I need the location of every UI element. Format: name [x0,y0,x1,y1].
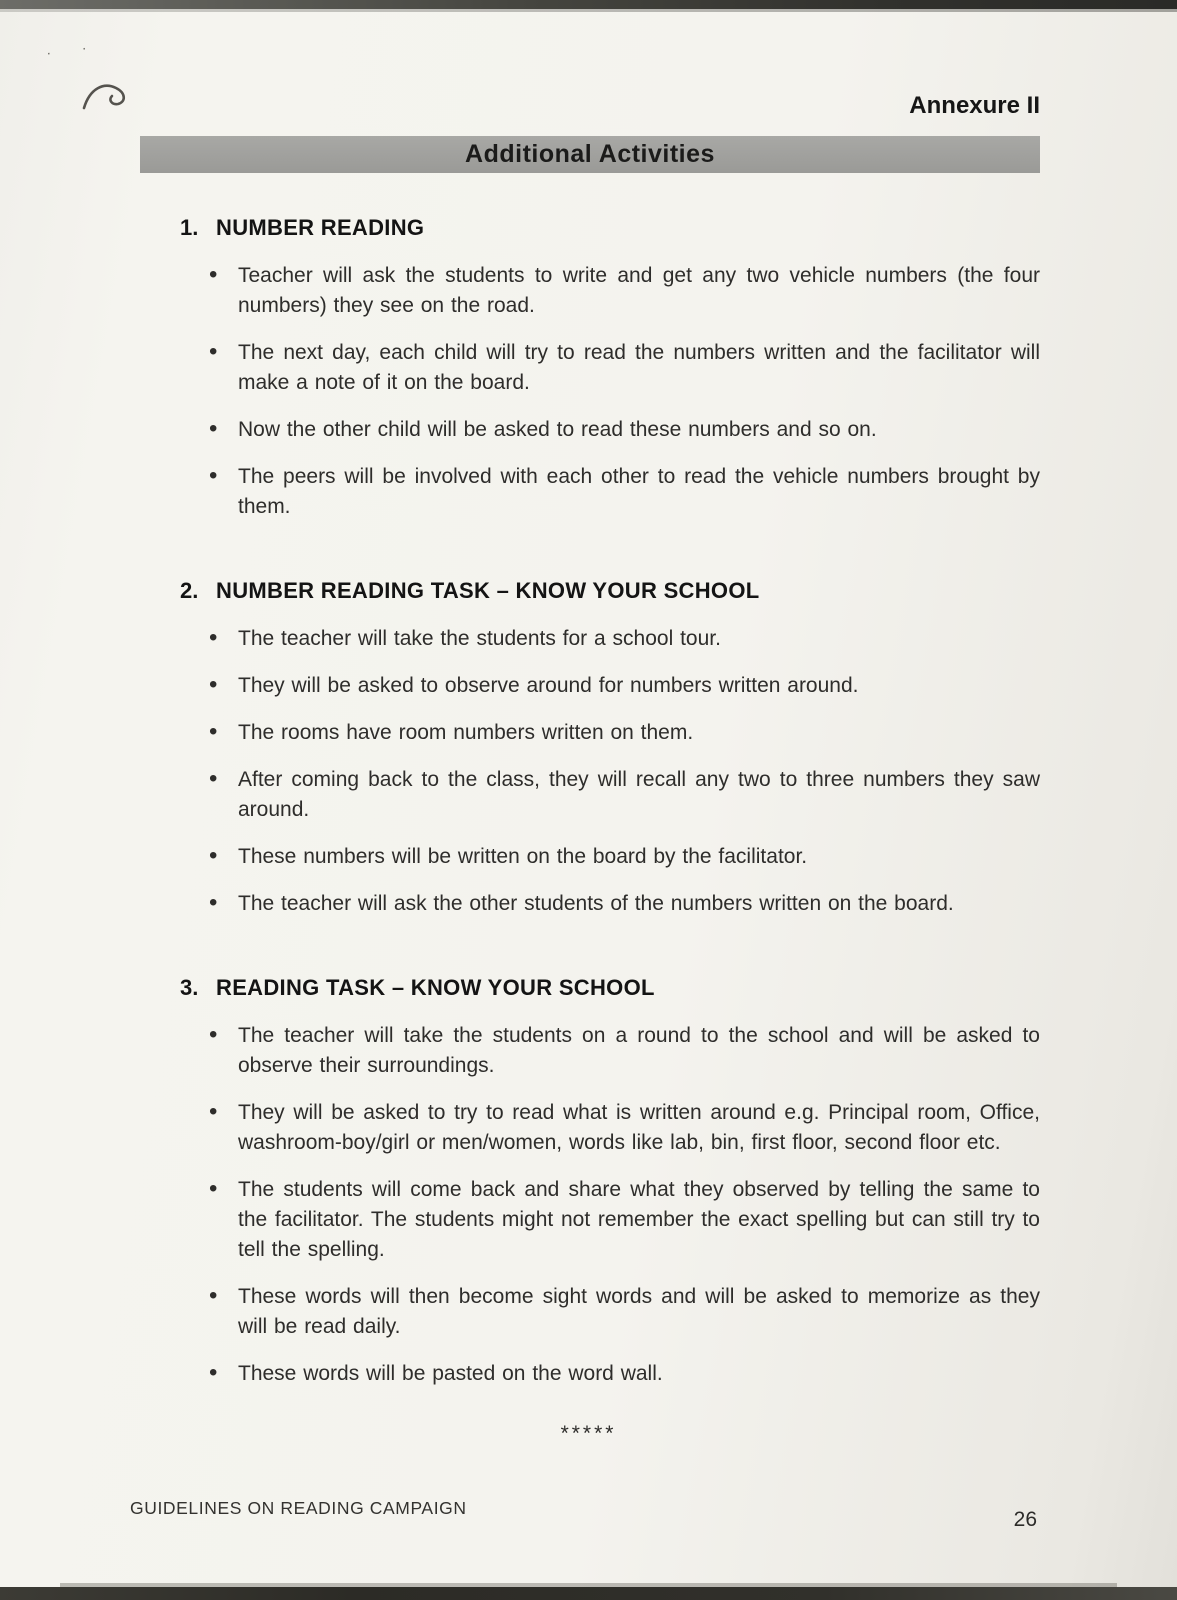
bullet-item [208,842,1040,872]
bullet-text: • The teacher will take the students for a school tour. [238,627,721,650]
section-heading [180,215,1040,241]
bullet-text: • After coming back to the class, they will recall any two to three numbers they saw around. [238,768,1040,821]
annexure-label: Annexure II [909,92,1040,119]
bullet-list [180,1021,1040,1389]
document-content [0,173,1177,1389]
bullet-item [208,338,1040,398]
section-number: 1. [180,215,199,240]
scan-artifact-top-edge [0,0,1177,9]
bullet-item [208,415,1040,445]
section-title: READING TASK – KNOW YOUR SCHOOL [216,975,655,1000]
scan-artifact-bottom-edge [0,1587,1177,1600]
bullet-text: • These words will then become sight words and will be asked to memorize as they will be read daily. [238,1285,1040,1338]
bullet-text: • The students will come back and share what they observed by telling the same to the facilitator. The students might not remember the exact spelling but can still try to tell the spelling. [238,1178,1040,1261]
bullet-item [208,1021,1040,1081]
bullet-item [208,624,1040,654]
bullet-text: • These words will be pasted on the word wall. [238,1362,663,1385]
bullet-text: • The rooms have room numbers written on them. [238,721,694,744]
bullet-text: • The teacher will take the students on a round to the school and will be asked to observe their surroundings. [238,1024,1040,1077]
document-title: Additional Activities [465,140,715,168]
bullet-item [208,1359,1040,1389]
section-number-reading [180,215,1040,522]
page-number: 26 [1013,1508,1037,1531]
bullet-text: • The next day, each child will try to read the numbers written and the facilitator will make a note of it on the board. [238,341,1040,394]
pen-squiggle-mark [80,78,152,122]
section-heading [180,975,1040,1001]
section-reading-task [180,975,1040,1389]
bullet-text: • The teacher will ask the other students of the numbers written on the board. [238,892,954,915]
bullet-item [208,1175,1040,1265]
bullet-item [208,261,1040,321]
bullet-item [208,1282,1040,1342]
bullet-text: • Now the other child will be asked to read these numbers and so on. [238,418,877,441]
bullet-item [208,718,1040,748]
section-title: NUMBER READING [216,215,425,240]
section-number-reading-task [180,578,1040,919]
bullet-text: • Teacher will ask the students to write and get any two vehicle numbers (the four numbers) they see on the road. [238,264,1040,317]
bullet-list [180,624,1040,919]
footer [130,1496,1037,1531]
bullet-text: • They will be asked to try to read what is written around e.g. Principal room, Office, washroom-boy/girl or men/women, words like lab, bin, first floor, second floor etc. [238,1101,1040,1154]
bullet-text: • The peers will be involved with each other to read the vehicle numbers brought by them. [238,465,1040,518]
bullet-text: • They will be asked to observe around for numbers written around. [238,674,859,697]
section-number: 3. [180,975,199,1000]
bullet-item [208,889,1040,919]
section-heading [180,578,1040,604]
title-banner [140,136,1040,173]
bullet-item [208,462,1040,522]
bullet-item [208,1098,1040,1158]
section-title: NUMBER READING TASK – KNOW YOUR SCHOOL [216,578,760,603]
separator-stars: ***** [560,1422,617,1445]
pen-dots-mark: . . [45,34,101,58]
bullet-list [180,261,1040,522]
bullet-text: • These numbers will be written on the board by the facilitator. [238,845,808,868]
footer-title: GUIDELINES ON READING CAMPAIGN [130,1498,467,1518]
bullet-item [208,765,1040,825]
bullet-item [208,671,1040,701]
section-number: 2. [180,578,199,603]
